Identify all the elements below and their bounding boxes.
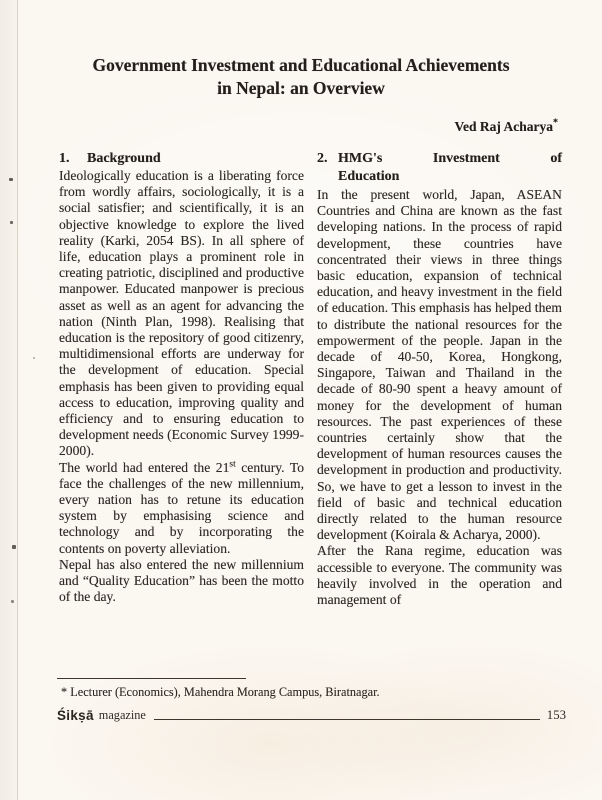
section-1-heading [59, 150, 304, 168]
journal-name: Śikṣā [57, 708, 94, 723]
paragraph-background-3: Nepal has also entered the new millennium and “Quality Education” has been the motto of the day. [59, 556, 304, 605]
two-column-body [59, 150, 562, 608]
section-2-word2: Investment [432, 151, 500, 166]
section-2-number-and-word1 [317, 150, 382, 168]
page-footer [57, 708, 566, 723]
paragraph-background-1: Ideologically education is a liberating force from wordly affairs, sociologically, it is a social satisfier; and scientifically, it is an objective knowledge to explore the lived reality (Karki, 2054 BS). In all sphere of life, education plays a prominent role in creating patriotic, disciplined and productive manpower. Educated manpower is precious asset as well as an agent for advancing the nation (Ninth Plan, 1998). Realising that education is the repository of good citizenry, multidimensional efforts are underway for the development of education. Special emphasis has been given to providing equal access to education, improving quality and efficiency and to ensuring education to development needs (Economic Survey 1999-2000). [59, 168, 304, 459]
paragraph-investment-2: After the Rana regime, education was accessible to everyone. The community was heavily involved in the operation and management of [317, 543, 562, 608]
footer-rule [154, 719, 540, 720]
scan-speck [12, 545, 16, 549]
paragraph-text: century. To face the challenges of the new millennium, every nation has to retune its education system by emphasising science and technology and by incorporating the contents on poverty alleviation. [59, 459, 304, 556]
author-name: Ved Raj Acharya [454, 119, 553, 134]
section-1-title: Background [87, 151, 161, 166]
section-2-word3: of [550, 151, 562, 166]
article-title-line2: in Nepal: an Overview [217, 78, 385, 98]
scan-speck [9, 178, 13, 181]
paragraph-background-2 [59, 460, 304, 557]
scan-speck [11, 600, 14, 603]
author-footnote-mark: * [553, 117, 558, 129]
scan-speck [10, 221, 13, 224]
ordinal-superscript: st [229, 459, 236, 470]
section-2-heading-line1 [317, 150, 562, 168]
section-2-heading-line2: Education [338, 169, 400, 184]
right-column [317, 150, 562, 608]
section-2-word1: HMG's [338, 151, 383, 166]
footnote-separator-rule [57, 678, 246, 679]
scan-speck [33, 357, 35, 359]
scan-edge-line [17, 0, 18, 800]
section-2-number: 2. [317, 151, 328, 166]
footnote-marker: * [61, 685, 68, 699]
page-number: 153 [546, 708, 566, 722]
paragraph-text: The world had entered the 21 [59, 459, 230, 475]
author-byline [454, 119, 558, 135]
article-title [30, 54, 572, 100]
paragraph-investment-1: In the present world, Japan, ASEAN Countries and China are known as the fast developing nations. In the process of rapid development, these countries have concentrated their views in three things basic education, expansion of technical education, and heavy investment in the field of education. This emphasis has helped them to distribute the national resources for the empowerment of the people. Japan in the decade of 40-50, Korea, Hongkong, Singapore, Taiwan and Thailand in the decade of 80-90 spent a heavy amount of money for the development of human resources. The past experiences of these countries certainly show that the development of human resources causes the development in production and productivity. So, we have to get a lesson to invest in the field of basic and technical education directly related to the human resource development (Koirala & Acharya, 2000). [317, 187, 562, 543]
journal-name-suffix: magazine [98, 708, 146, 722]
article-title-line1: Government Investment and Educational Achievements [92, 55, 510, 75]
footnote [61, 685, 562, 700]
scan-edge-shadow [0, 0, 17, 800]
section-1-number: 1. [59, 151, 70, 166]
footnote-text: Lecturer (Economics), Mahendra Morang Campus, Biratnagar. [70, 685, 380, 699]
left-column [59, 150, 304, 608]
